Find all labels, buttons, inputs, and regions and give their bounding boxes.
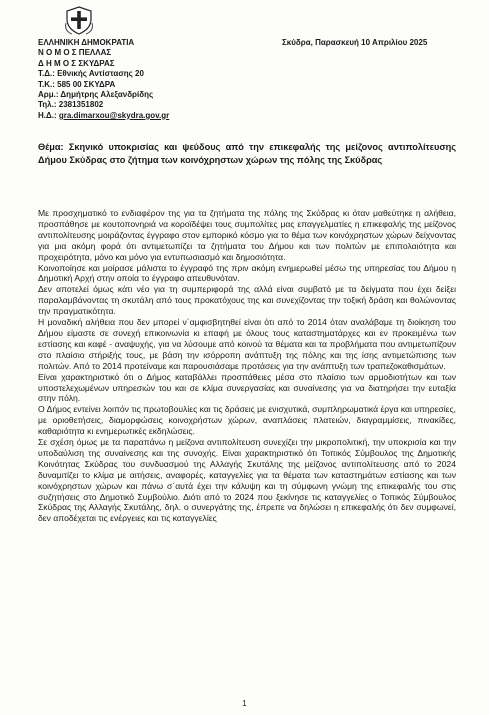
body-paragraph: Είναι χαρακτηριστικό ότι ο Δήμος καταβάλλει προσπάθειες μέσα στο πλαίσιο των αρμοδιοτήτων και των υποστελεχωμένων υπηρεσιών του και σε κλίμα συνεργασίας και συναίνεσης για να διατηρήσει την ευταξία στην πόλη. [38, 371, 456, 404]
sender-phone: Τηλ.: 2381351802 [38, 100, 104, 110]
body-paragraph: Η μοναδική αλήθεια που δεν μπορεί ν΄αμφισβητηθεί είναι ότι από το 2014 όταν αναλάβαμε τη διοίκηση του Δήμου είμαστε σε συνεχή επικοινωνία κι επαφή με όλους τους καταστηματάρχες και εν προκειμένω των εστίασης και καφέ - αναψυχής, για να λύσουμε από κοινού τα θέματα και τα προβλήματα που αντιμετωπίζουν στο πλαίσιο στήριξής τους, με βάση την ισόρροπη ανάπτυξη της πόλης και της ίσης αντιμετώπισης των πολιτών. Από το 2014 προτείναμε και παρουσιάσαμε προτάσεις για την ανάπτυξη των τραπεζοκαθισμάτων. [38, 317, 456, 371]
letter-subject: Θέμα: Σκηνικό υποκρισίας και ψεύδους από την επικεφαλής της μείζονος αντιπολίτευσης Δήμου Σκύδρας στο ζήτημα των κοινόχρηστων χώρων της πόλης της Σκύδρας [38, 142, 456, 165]
body-paragraph: Κοινοποίησε και μοίρασε μάλιστα το έγγραφό της πριν ακόμη ενημερωθεί μέσω της υπηρεσίας του Δήμου η Δημοτική Αρχή στην οποία το έγγραφο απευθυνόταν. [38, 262, 456, 284]
sender-address: Τ.Δ.: Εθνικής Αντίστασης 20 [38, 69, 144, 79]
sender-email-label: Η.Δ.: [38, 110, 59, 120]
greek-coat-of-arms-icon [64, 5, 94, 35]
sender-email-link[interactable]: gra.dimarxou@skydra.gov.gr [58, 110, 170, 120]
letter-body [38, 208, 456, 524]
sender-municipality: Δ Η Μ Ο Σ ΣΚΥΔΡΑΣ [38, 58, 115, 68]
body-paragraph: Ο Δήμος εντείνει λοιπόν τις πρωτοβουλίες και τις δράσεις με ενισχυτικά, συμπληρωματικά έργα και υπηρεσίες, με οριοθετήσεις, διαμορφώσεις κοινοχρήστων χώρων, αναπλάσεις πλατειών, διαγραμμίσεις, πινακίδες, καθαριότητα κι ενημερωτικές εκδηλώσεις. [38, 404, 456, 437]
sender-country: ΕΛΛΗΝΙΚΗ ΔΗΜΟΚΡΑΤΙΑ [38, 38, 135, 47]
sender-postcode: Τ.Κ.: 585 00 ΣΚΥΔΡΑ [38, 79, 116, 89]
body-paragraph: Δεν αποτελεί όμως κάτι νέο για τη συμπεριφορά της αλλά είναι συμβατό με τα δείγματα που έχει δείξει παραλαμβάνοντας τη σκυτάλη από τους προκατόχους της και συνεχίζοντας την τοξική δράση και θολώνοντας την πραγματικότητα. [38, 284, 456, 317]
body-paragraph: Με προσχηματικό το ενδιαφέρον της για τα ζητήματα της πόλης της Σκύδρας κι όταν μαθεύτηκε η αλήθεια, προσπάθησε με κουτοπονηριά να κοροϊδέψει τους συμπολίτες μας επαγγελματίες η επικεφαλής της μείζονος αντιπολίτευσης μοιράζοντας έγγραφο στον εμπορικό κόσμο για το θέμα των κοινόχρηστων χώρων δείχνοντας για μια ακόμη φορά ότι αντιμετωπίζει τα ζητήματα του Δήμου και των πολιτών με επιπολαιότητα και προχειρότητα, μόνο και μόνο για εντυπωσιασμό και δημοσιότητα. [38, 208, 456, 262]
sender-email-line [38, 111, 169, 121]
body-paragraph: Σε σχέση όμως με τα παραπάνω η μείζονα αντιπολίτευση συνεχίζει την μικροπολιτική, την υποκρισία και την υποδαύλιση της συναίνεσης και της συνοχής. Είναι χαρακτηριστικό ότι Τοπικός Σύμβουλος της Δημοτικής Κοινότητας Σκύδρας του συνδυασμού της Αλλαγής Σκυτάλης της μείζονος αντιπολίτευσης από το 2024 δυναμιτίζει το κλίμα με αιτήσεις, αναφορές, καταγγελίες για τα θέματα των καταστημάτων εστίασης και των κοινόχρηστων χώρων και πάνω σ΄αυτά έχει την κάλυψη και τη σύμφωνη γνώμη της επικεφαλής του στις συζητήσεις στο Δημοτικό Συμβούλιο. Διότι από το 2024 που ξεκίνησε τις καταγγελίες ο Τοπικός Σύμβουλος Σκύδρας της Αλλαγής Σκυτάλης, δηλ. ο συνεργάτης της, έπρεπε να δηλώσει η επικεφαλής ότι δεν συμφωνεί, δεν αποδέχεται τις ενέργειες και τις καταγγελίες [38, 437, 456, 524]
sender-block [38, 38, 169, 121]
sender-responsible: Αρμ.: Δημήτρης Αλεξανδρίδης [38, 90, 154, 100]
letter-date: Σκύδρα, Παρασκευή 10 Απριλίου 2025 [282, 38, 428, 47]
page-number: 1 [242, 699, 247, 708]
sender-prefecture: Ν Ο Μ Ο Σ ΠΕΛΛΑΣ [38, 48, 112, 58]
